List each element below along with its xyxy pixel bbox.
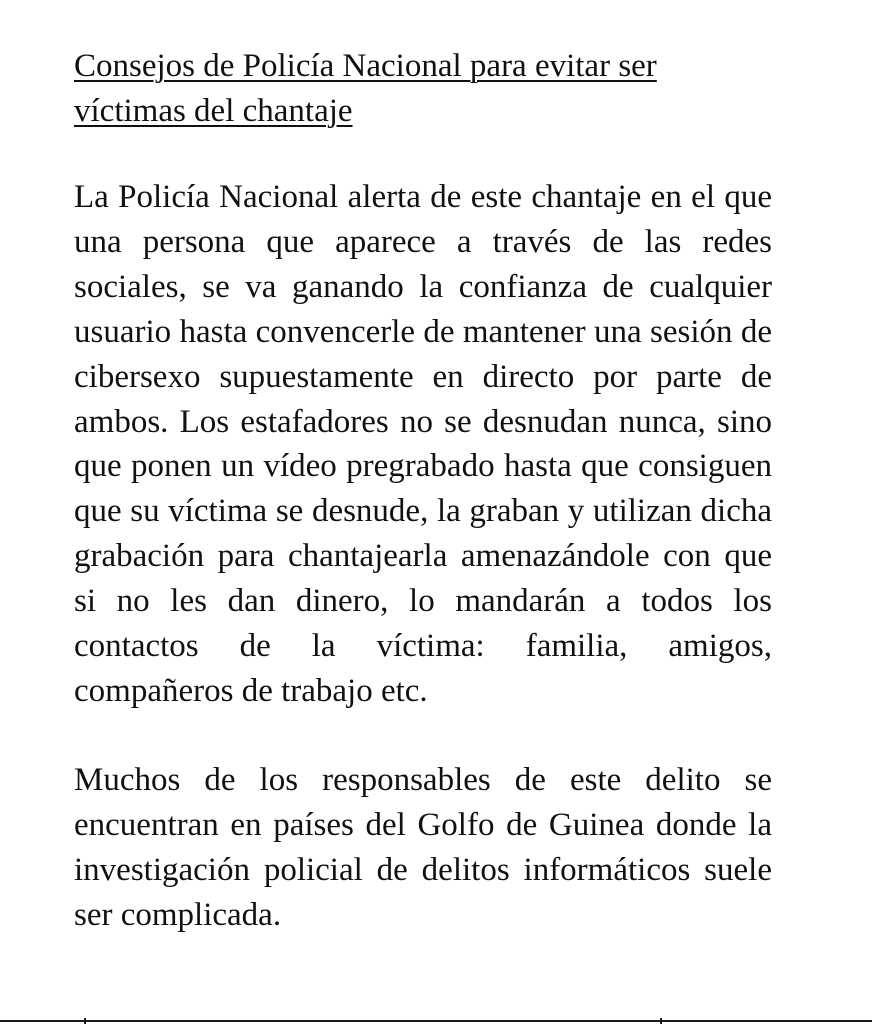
document-title: Consejos de Policía Nacional para evitar ser víctimas del chantaje bbox=[74, 48, 657, 129]
document-page bbox=[74, 44, 772, 938]
table-border-line bbox=[0, 1020, 872, 1022]
body-paragraph: Muchos de los responsables de este delito se encuentran en países del Golfo de Guinea donde la investigación policial de delitos informáticos suele ser complicada. bbox=[74, 761, 772, 933]
table-border-tick bbox=[660, 1018, 662, 1024]
table-border-tick bbox=[84, 1018, 86, 1024]
body-paragraph: La Policía Nacional alerta de este chantaje en el que una persona que aparece a través de las redes sociales, se va ganando la confianza de cualquier usuario hasta convencerle de mantener una sesión de cibersexo supuestamente en directo por parte de ambos. Los estafadores no se desnudan nunca, sino que ponen un vídeo pregrabado hasta que consiguen que su víctima se desnude, la graban y utilizan dicha grabación para chantajearla amenazándole con que si no les dan dinero, lo mandarán a todos los contactos de la víctima: familia, amigos, compañeros de trabajo etc. bbox=[74, 179, 772, 709]
